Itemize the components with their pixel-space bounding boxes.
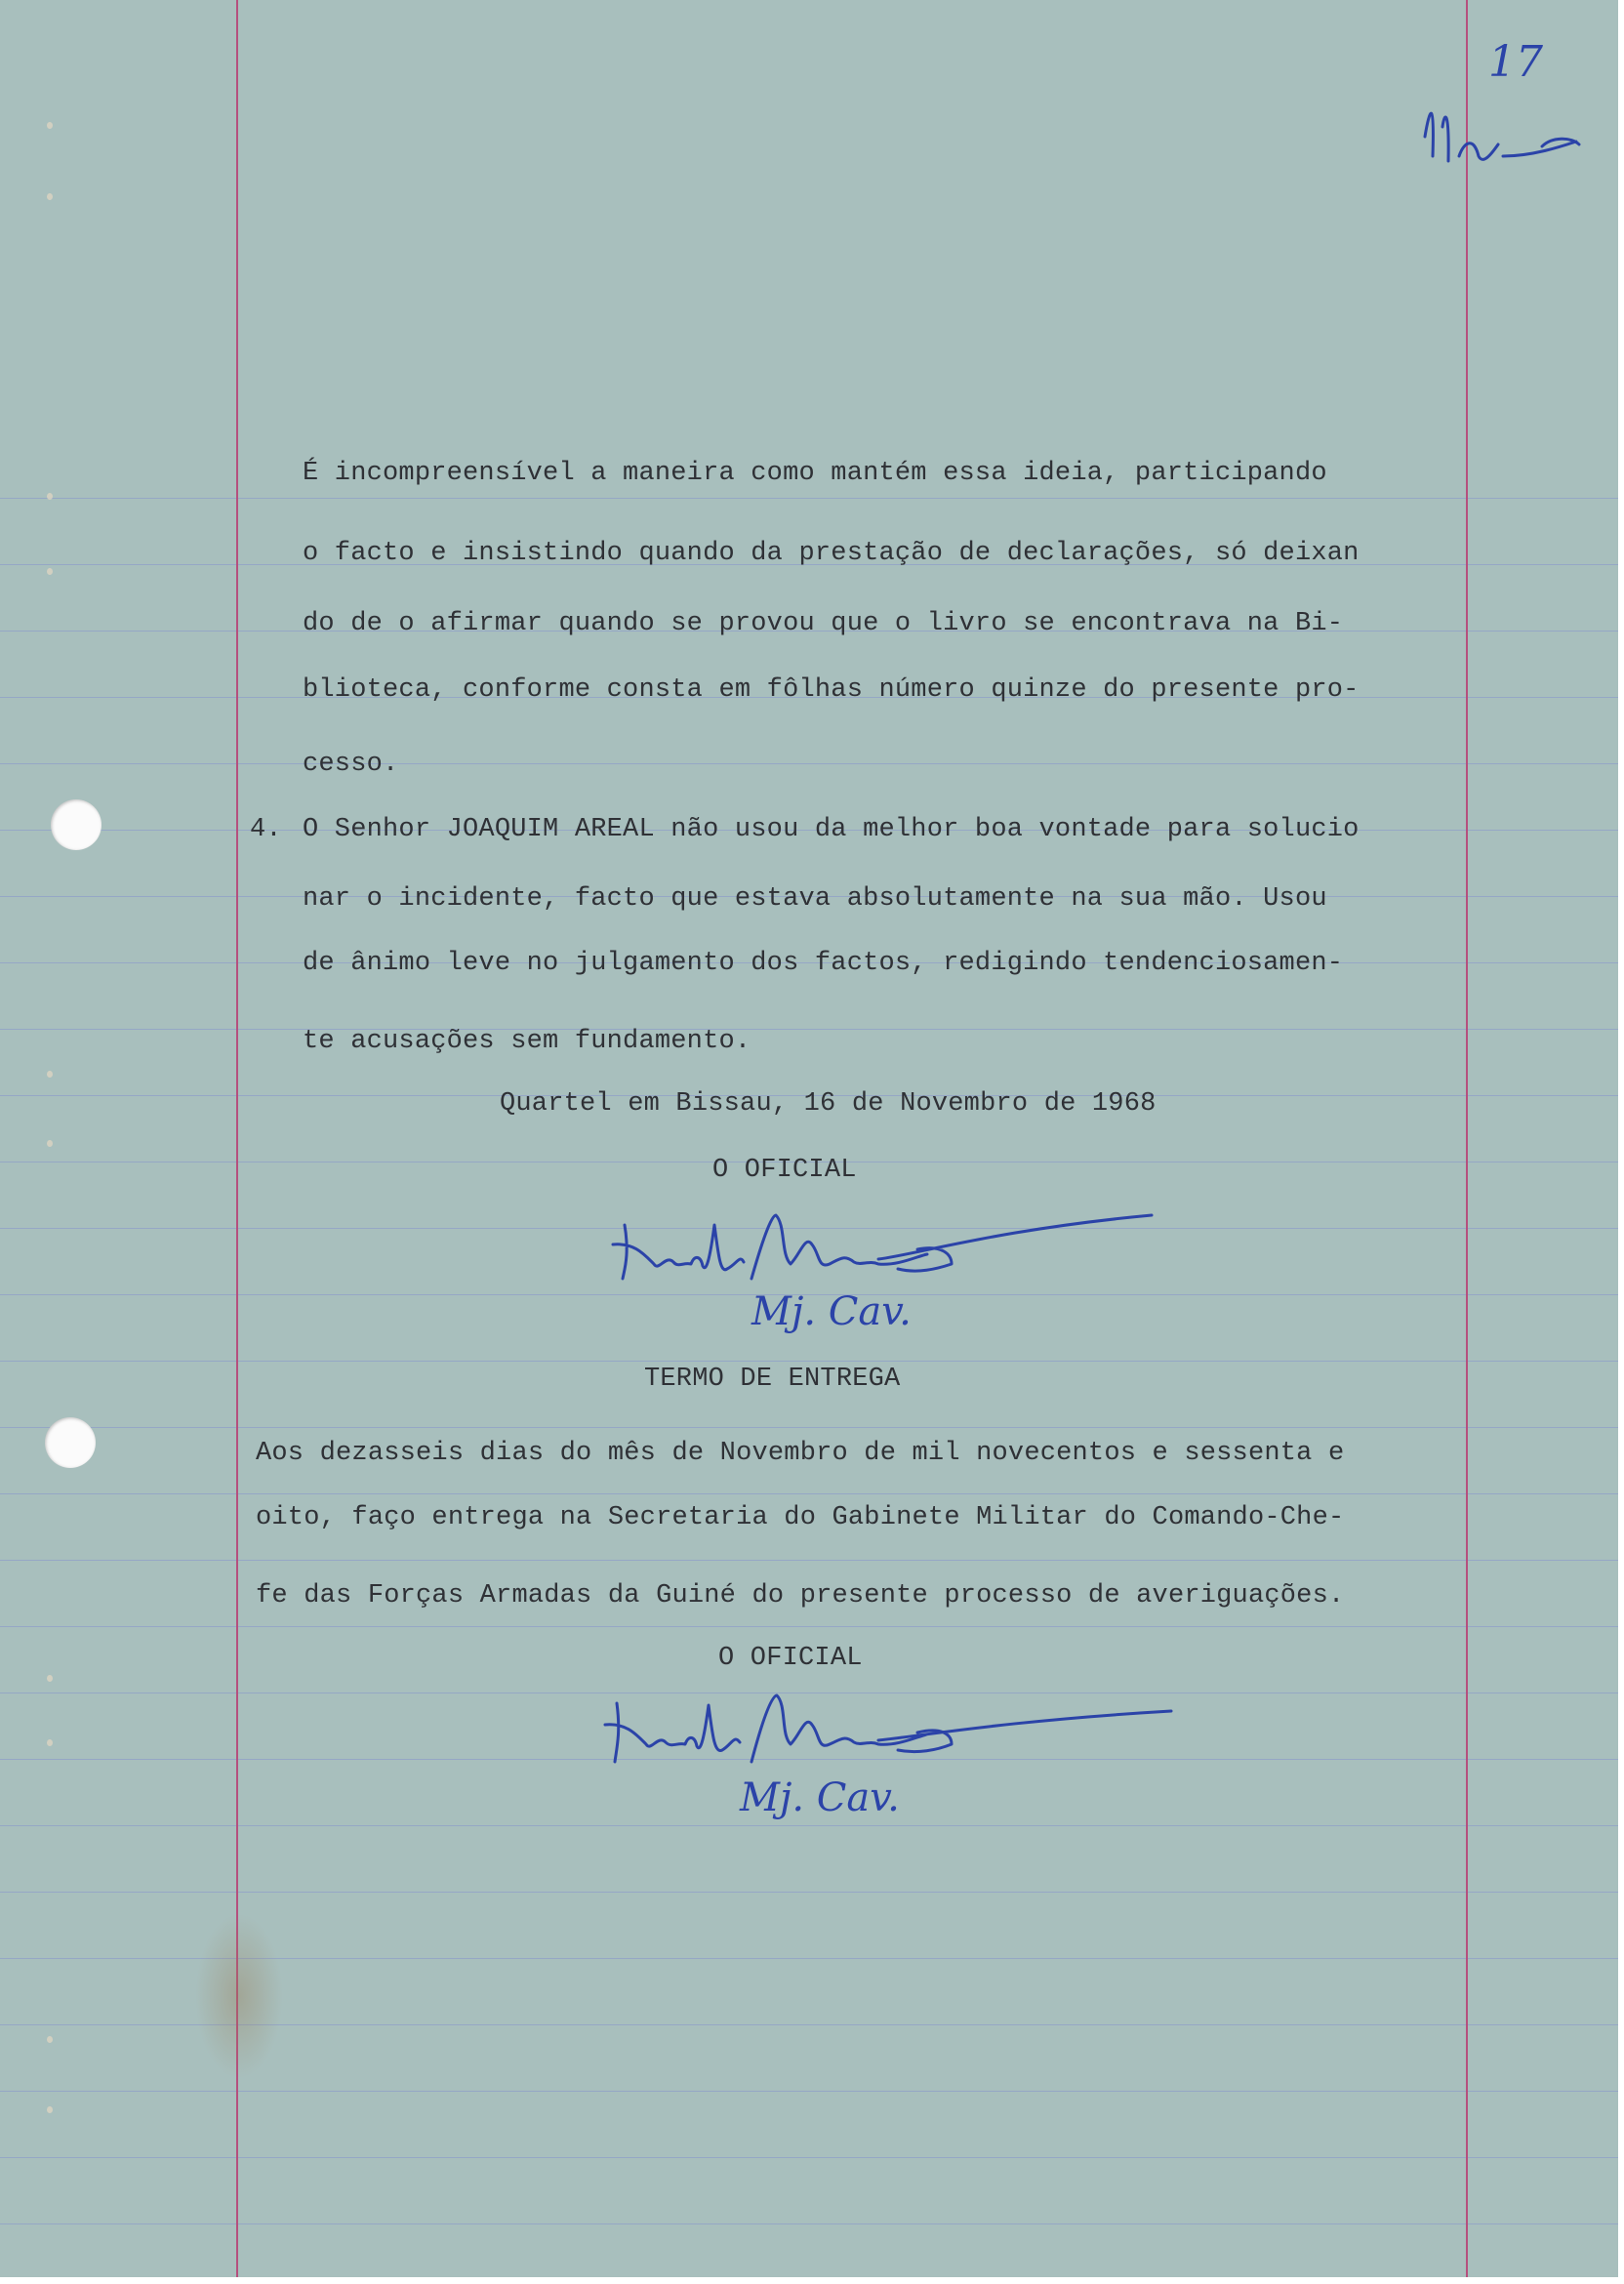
ruled-line — [0, 498, 1618, 499]
signature2 — [595, 1664, 1171, 1825]
edge-dot — [47, 1739, 53, 1746]
right-margin-line — [1466, 0, 1468, 2277]
signature2-stroke — [605, 1695, 1171, 1762]
punch-hole-bottom — [45, 1417, 96, 1468]
edge-dot — [47, 1675, 53, 1682]
ruled-line — [0, 1892, 1618, 1893]
edge-dot — [47, 2036, 53, 2043]
place-date: Quartel em Bissau, 16 de Novembro de 1968 — [500, 1089, 1157, 1119]
termo-line-1: Aos dezasseis dias do mês de Novembro de mil novecentos e sessenta e — [256, 1439, 1345, 1468]
folio-number: 17 — [1488, 37, 1543, 87]
ruled-line — [0, 1029, 1618, 1030]
signature1-stroke — [613, 1215, 1152, 1279]
ruled-line — [0, 2091, 1618, 2092]
edge-dot — [47, 568, 53, 575]
termo-line-3: fe das Forças Armadas da Guiné do presente processo de averiguações. — [256, 1581, 1345, 1611]
signature2-svg — [595, 1664, 1171, 1820]
ruled-line — [0, 1427, 1618, 1428]
signature1 — [605, 1186, 1152, 1337]
para4-number: 4. — [250, 815, 282, 844]
para3-line-4: blioteca, conforme consta em fôlhas número quinze do presente pro- — [303, 675, 1360, 705]
edge-dot — [47, 1140, 53, 1147]
edge-dot — [47, 493, 53, 500]
para3-line-3: do de o afirmar quando se provou que o livro se encontrava na Bi- — [303, 609, 1344, 638]
signature2-title: O OFICIAL — [718, 1644, 863, 1673]
signature2-rank: Mj. Cav. — [740, 1775, 900, 1820]
edge-dot — [47, 2106, 53, 2113]
punch-hole-top — [51, 799, 102, 850]
ruled-line — [0, 1825, 1618, 1826]
ruled-line — [0, 2223, 1618, 2224]
edge-dot — [47, 122, 53, 129]
signature1-svg — [605, 1186, 1152, 1332]
para3-line-5: cesso. — [303, 750, 399, 779]
ruled-line — [0, 1560, 1618, 1561]
folio-mark — [1405, 29, 1618, 181]
para4-line-1: O Senhor JOAQUIM AREAL não usou da melhor boa vontade para solucio — [303, 815, 1360, 844]
para4-line-2: nar o incidente, facto que estava absolutamente na sua mão. Usou — [303, 884, 1327, 914]
para4-line-3: de ânimo leve no julgamento dos factos, redigindo tendenciosamen- — [303, 949, 1344, 978]
ruled-line — [0, 1361, 1618, 1362]
para4-line-4: te acusações sem fundamento. — [303, 1027, 751, 1056]
folio-initials-svg — [1405, 29, 1618, 176]
signature1-title: O OFICIAL — [712, 1156, 857, 1185]
edge-dot — [47, 193, 53, 200]
ruled-line — [0, 1626, 1618, 1627]
edge-dot — [47, 1071, 53, 1078]
para3-line-1: É incompreensível a maneira como mantém essa ideia, participando — [303, 459, 1327, 488]
ruled-line — [0, 2157, 1618, 2158]
initials-scrawl — [1425, 113, 1579, 161]
ruled-line — [0, 1493, 1618, 1494]
para3-line-2: o facto e insistindo quando da prestação de declarações, só deixan — [303, 539, 1360, 568]
signature1-rank: Mj. Cav. — [751, 1289, 912, 1334]
termo-heading: TERMO DE ENTREGA — [644, 1365, 901, 1394]
paper-stain — [195, 1913, 283, 2079]
ruled-line — [0, 763, 1618, 764]
termo-line-2: oito, faço entrega na Secretaria do Gabinete Militar do Comando-Che- — [256, 1503, 1345, 1532]
